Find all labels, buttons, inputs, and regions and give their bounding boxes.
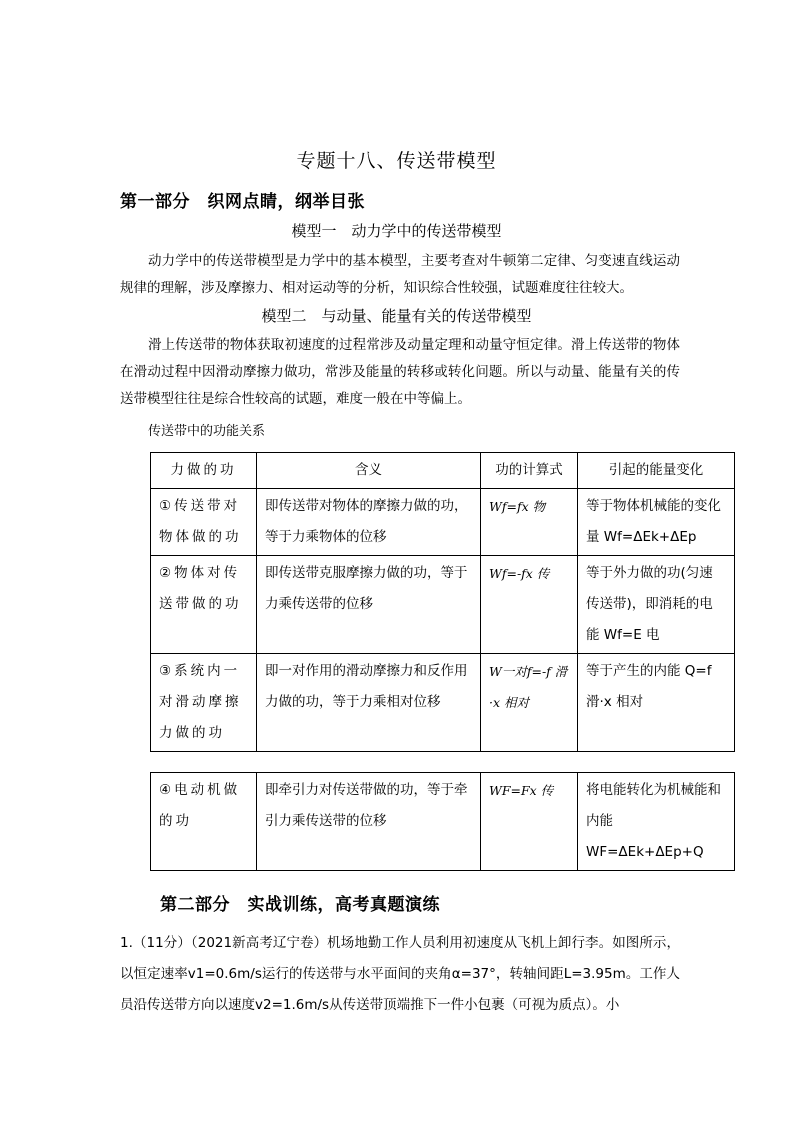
table-cell: WF=Fx 传	[481, 773, 578, 871]
table-row	[151, 489, 735, 556]
part2-heading: 第二部分 实战训练，高考真题演练	[160, 895, 440, 915]
table-cell: 即一对作用的滑动摩擦力和反作用力做的功，等于力乘相对位移	[257, 654, 481, 752]
part1-heading: 第一部分 织网点睛，纲举目张	[120, 192, 365, 212]
table-cell: 即传送带对物体的摩擦力做的功，等于力乘物体的位移	[257, 489, 481, 556]
model2-paragraph: 滑上传送带的物体获取初速度的过程常涉及动量定理和动量守恒定律。滑上传送带的物体在滑动过程中因滑动摩擦力做功，常涉及能量的转移或转化问题。所以与动量、能量有关的传送带模型往往是综合性较高的试题，难度一般在中等偏上。	[120, 337, 680, 407]
page-title: 专题十八、传送带模型	[296, 150, 497, 172]
table-header-row	[151, 453, 735, 489]
table-row	[151, 654, 735, 752]
table-cell: 将电能转化为机械能和内能 WF=ΔEk+ΔEp+Q	[578, 773, 735, 871]
table-header-cell: 力做的功	[151, 453, 257, 489]
table-cell: W一对f=-f 滑·x 相对	[481, 654, 578, 752]
work-energy-table	[150, 452, 735, 752]
table-cell: 等于产生的内能 Q=f 滑·x 相对	[578, 654, 735, 752]
table-cell: 即牵引力对传送带做的功，等于牵引力乘传送带的位移	[257, 773, 481, 871]
table-cell: Wf=-fx 传	[481, 556, 578, 654]
model1-paragraph: 动力学中的传送带模型是力学中的基本模型，主要考查对牛顿第二定律、匀变速直线运动规律的理解，涉及摩擦力、相对运动等的分析，知识综合性较强，试题难度往往较大。	[120, 253, 680, 296]
table-cell: ④电动机做的功	[151, 773, 257, 871]
motor-work-table	[150, 772, 735, 871]
table-cell: ③系统内一对滑动摩擦力做的功	[151, 654, 257, 752]
table-row	[151, 773, 735, 871]
table-row	[151, 556, 735, 654]
table-caption: 传送带中的功能关系	[148, 424, 266, 439]
model1-heading: 模型一 动力学中的传送带模型	[291, 222, 502, 240]
question-1: 1.（11分）（2021新高考辽宁卷）机场地勤工作人员利用初速度从飞机上卸行李。如图所示，以恒定速率v1=0.6m/s运行的传送带与水平面间的夹角α=37°，转轴间距L=3.95m。工作人员沿传送带方向以速度v2=1.6m/s从传送带顶端推下一件小包裹（可视为质点）。小	[120, 935, 680, 1013]
table-cell: Wf=fx 物	[481, 489, 578, 556]
table-header-cell: 含义	[257, 453, 481, 489]
table-cell: 等于物体机械能的变化量 Wf=ΔEk+ΔEp	[578, 489, 735, 556]
table-header-cell: 功的计算式	[481, 453, 578, 489]
model2-heading: 模型二 与动量、能量有关的传送带模型	[261, 307, 532, 325]
table-cell: ②物体对传送带做的功	[151, 556, 257, 654]
table-header-cell: 引起的能量变化	[578, 453, 735, 489]
table-cell: 即传送带克服摩擦力做的功，等于力乘传送带的位移	[257, 556, 481, 654]
table-cell: ①传送带对物体做的功	[151, 489, 257, 556]
table-cell: 等于外力做的功(匀速传送带)，即消耗的电能 Wf=E 电	[578, 556, 735, 654]
